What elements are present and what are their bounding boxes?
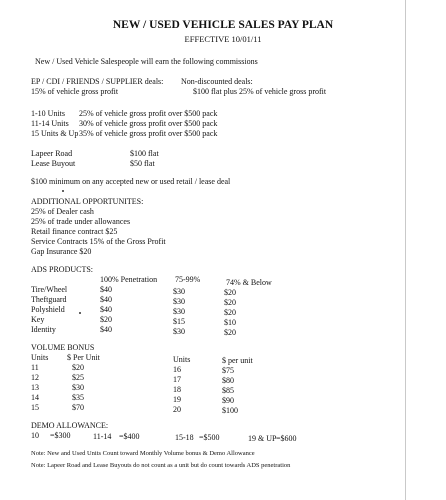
additional-heading: ADDITIONAL OPPORTUNITES:: [31, 197, 144, 206]
discount-deals-value: 15% of vehicle gross profit: [31, 87, 119, 96]
volume-unit: 15: [31, 403, 39, 412]
ads-product-name: Identity: [31, 325, 56, 334]
demo-units: 11-14: [93, 432, 112, 441]
demo-units: 10: [31, 431, 39, 440]
minimum-note: $100 minimum on any accepted new or used retail / lease deal: [31, 177, 231, 186]
volume-unit: 14: [31, 393, 39, 402]
ads-column-header: 75-99%: [175, 275, 201, 284]
demo-units: 15-18: [175, 433, 194, 442]
ads-product-name: Key: [31, 315, 45, 324]
demo-value: =$300: [50, 431, 71, 440]
ads-value: $30: [173, 307, 185, 316]
volume-pay: $75: [222, 366, 234, 375]
volume-units-header: Units: [31, 353, 49, 362]
volume-unit: 16: [173, 365, 181, 374]
ads-column-header: 100% Penetration: [100, 275, 158, 284]
volume-unit: 19: [173, 395, 181, 404]
intro-text: New / Used Vehicle Salespeople will earn the following commissions: [35, 57, 258, 66]
volume-pay-header: $ Per Unit: [67, 353, 100, 362]
flat-value: $100 flat: [130, 149, 159, 158]
additional-item: Service Contracts 15% of the Gross Profit: [31, 237, 166, 246]
ads-value: $20: [224, 328, 236, 337]
additional-item: Retail finance contract $25: [31, 227, 118, 236]
volume-pay: $30: [72, 383, 84, 392]
ads-value: $30: [173, 287, 185, 296]
additional-item: 25% of Dealer cash: [31, 207, 94, 216]
unit-tier-range: 15 Units & Up: [31, 129, 79, 138]
additional-item: 25% of trade under allowances: [31, 217, 131, 226]
non-discount-deals-heading: Non-discounted deals:: [181, 77, 253, 86]
volume-pay: $25: [72, 373, 84, 382]
ads-value: $20: [224, 308, 236, 317]
ads-value: $40: [100, 285, 112, 294]
demo-heading: DEMO ALLOWANCE:: [31, 421, 109, 430]
note-line: Note: Lapeer Road and Lease Buyouts do not count as a unit but do count towards ADS penetration: [31, 462, 291, 469]
unit-tier-range: 1-10 Units: [31, 109, 65, 118]
ads-product-name: Polyshield: [31, 305, 65, 314]
ads-value: $40: [100, 295, 112, 304]
flat-label: Lapeer Road: [31, 149, 73, 158]
scan-speck: [79, 312, 81, 314]
ads-value: $30: [173, 327, 185, 336]
volume-unit: 13: [31, 383, 39, 392]
volume-pay: $90: [222, 396, 234, 405]
ads-value: $15: [173, 317, 185, 326]
ads-value: $40: [100, 305, 112, 314]
non-discount-deals-value: $100 flat plus 25% of vehicle gross profit: [193, 87, 327, 96]
ads-value: $40: [100, 325, 112, 334]
volume-unit: 12: [31, 373, 39, 382]
scan-speck: [62, 190, 64, 192]
unit-tier-desc: 25% of vehicle gross profit over $500 pack: [79, 109, 218, 118]
volume-heading: VOLUME BONUS: [31, 343, 95, 352]
ads-value: $20: [100, 315, 112, 324]
volume-pay-header: $ per unit: [222, 356, 253, 365]
demo-value: =$500: [199, 433, 220, 442]
flat-label: Lease Buyout: [31, 159, 76, 168]
effective-date: EFFECTIVE 10/01/11: [184, 34, 262, 44]
ads-product-name: Tire/Wheel: [31, 285, 68, 294]
discount-deals-heading: EP / CDI / FRIENDS / SUPPLIER deals:: [31, 77, 164, 86]
unit-tier-desc: 35% of vehicle gross profit over $500 pack: [79, 129, 218, 138]
unit-tier-desc: 30% of vehicle gross profit over $500 pack: [79, 119, 218, 128]
volume-unit: 17: [173, 375, 181, 384]
ads-value: $30: [173, 297, 185, 306]
unit-tier-range: 11-14 Units: [31, 119, 69, 128]
demo-units: 19 & UP: [248, 434, 277, 443]
volume-units-header: Units: [173, 355, 191, 364]
flat-value: $50 flat: [130, 159, 155, 168]
ads-value: $10: [224, 318, 236, 327]
note-line: Note: New and Used Units Count toward Monthly Volume bonus & Demo Allowance: [31, 450, 255, 457]
ads-value: $20: [224, 288, 236, 297]
ads-value: $20: [224, 298, 236, 307]
volume-pay: $20: [72, 363, 84, 372]
ads-product-name: Theftguard: [31, 295, 67, 304]
scan-fold-line: [405, 0, 406, 500]
demo-value: =$600: [276, 434, 297, 443]
demo-value: =$400: [119, 432, 140, 441]
volume-unit: 20: [173, 405, 181, 414]
volume-pay: $85: [222, 386, 234, 395]
ads-column-header: 74% & Below: [226, 278, 272, 287]
volume-unit: 18: [173, 385, 181, 394]
document-title: NEW / USED VEHICLE SALES PAY PLAN: [112, 19, 334, 31]
volume-pay: $35: [72, 393, 84, 402]
volume-unit: 11: [31, 363, 39, 372]
ads-heading: ADS PRODUCTS:: [31, 265, 94, 274]
additional-item: Gap Insurance $20: [31, 247, 92, 256]
volume-pay: $100: [222, 406, 238, 415]
volume-pay: $70: [72, 403, 84, 412]
volume-pay: $80: [222, 376, 234, 385]
